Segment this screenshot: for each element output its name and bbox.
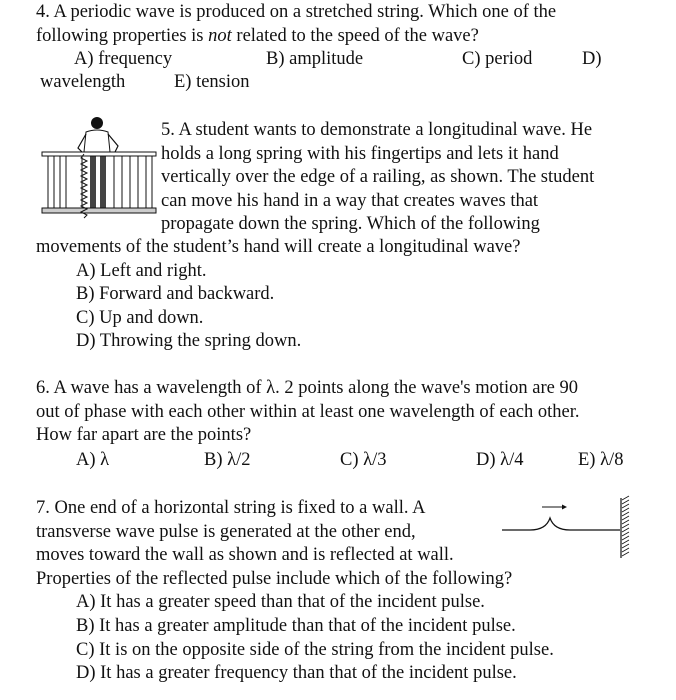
q7-stem-line-3: moves toward the wall as shown and is reflected at wall. — [36, 545, 454, 566]
q4-option-c[interactable]: C) period — [462, 49, 533, 69]
q7-stem-line-4: Properties of the reflected pulse include which of the following? — [36, 568, 513, 589]
q6-option-e[interactable]: E) λ/8 — [578, 450, 624, 470]
question-5-continued — [36, 236, 656, 354]
q5-stem-line-4: can move his hand in a way that creates waves that — [161, 190, 539, 211]
q5-option-b[interactable]: B) Forward and backward. — [76, 284, 275, 305]
q6-option-d[interactable]: D) λ/4 — [476, 450, 524, 470]
q5-option-c[interactable]: C) Up and down. — [76, 307, 204, 328]
q6-option-a[interactable]: A) λ — [76, 450, 110, 470]
q5-stem-line-6: movements of the student’s hand will create a longitudinal wave? — [36, 237, 521, 257]
q5-option-d[interactable]: D) Throwing the spring down. — [76, 331, 302, 352]
student-railing-spring-figure — [40, 112, 160, 222]
q4-option-a[interactable]: A) frequency — [74, 49, 173, 69]
q7-stem-line-1: 7. One end of a horizontal string is fixed to a wall. A — [36, 498, 426, 518]
q6-option-b[interactable]: B) λ/2 — [204, 450, 251, 470]
q7-option-a[interactable]: A) It has a greater speed than that of the incident pulse. — [76, 592, 485, 613]
q5-stem-line-1: 5. A student wants to demonstrate a longitudinal wave. He — [161, 120, 593, 140]
q4-not-emphasis: not — [208, 25, 232, 46]
question-7 — [36, 497, 656, 686]
q4-option-d-continued: wavelength — [40, 72, 126, 92]
q4-option-b[interactable]: B) amplitude — [266, 49, 364, 69]
q4-stem-line-1: 4. A periodic wave is produced on a stretched string. Which one of the — [36, 2, 557, 22]
question-5 — [161, 119, 661, 237]
question-4 — [36, 1, 656, 48]
q7-option-c[interactable]: C) It is on the opposite side of the string from the incident pulse. — [76, 639, 554, 660]
q6-option-c[interactable]: C) λ/3 — [340, 450, 387, 470]
q7-stem-line-2: transverse wave pulse is generated at the other end, — [36, 521, 416, 542]
q4-stem-line-2: following properties is not related to the speed of the wave? — [36, 25, 479, 46]
question-6 — [36, 377, 656, 448]
q4-option-d[interactable]: D) — [582, 49, 602, 69]
q6-stem-line-1: 6. A wave has a wavelength of λ. 2 points along the wave's motion are 90 — [36, 378, 579, 398]
q5-stem-line-5: propagate down the spring. Which of the following — [161, 214, 540, 235]
q6-stem-line-3: How far apart are the points? — [36, 425, 252, 446]
q7-option-b[interactable]: B) It has a greater amplitude than that of the incident pulse. — [76, 615, 516, 636]
q5-stem-line-3: vertically over the edge of a railing, as shown. The student — [161, 167, 595, 188]
q5-option-a[interactable]: A) Left and right. — [76, 260, 207, 281]
q6-stem-line-2: out of phase with each other within at least one wavelength of each other. — [36, 401, 580, 422]
q7-option-d[interactable]: D) It has a greater frequency than that of the incident pulse. — [76, 663, 517, 684]
q4-option-e[interactable]: E) tension — [174, 72, 250, 92]
q5-stem-line-2: holds a long spring with his fingertips and lets it hand — [161, 143, 559, 164]
